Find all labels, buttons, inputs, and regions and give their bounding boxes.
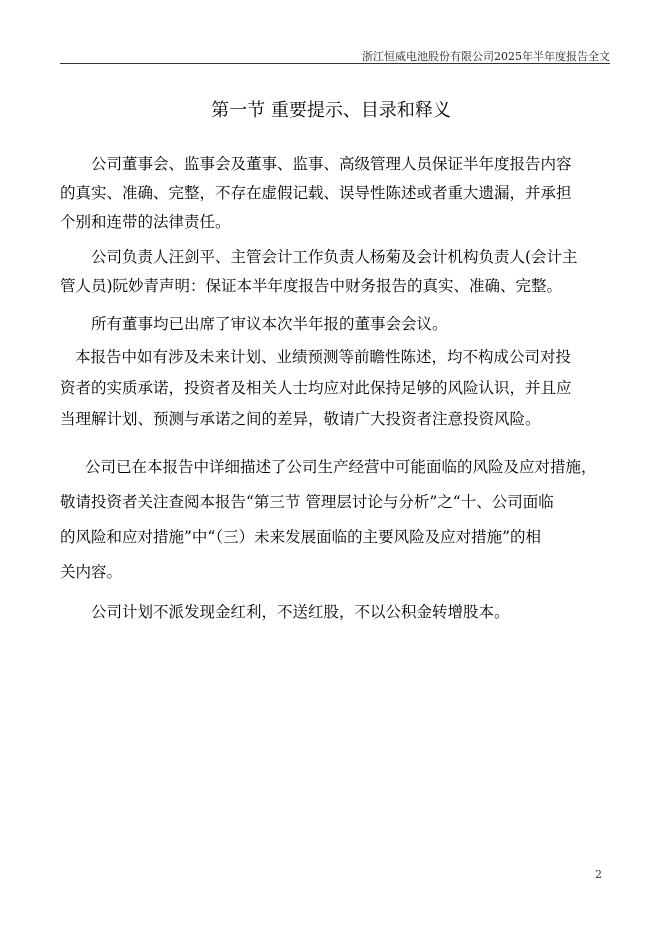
header-divider	[60, 63, 610, 64]
paragraph-line: 管人员)阮妙青声明：保证本半年度报告中财务报告的真实、准确、完整。	[60, 277, 563, 295]
paragraph-line: 本报告中如有涉及未来计划、业绩预测等前瞻性陈述，均不构成公司对投	[75, 348, 572, 366]
paragraph-line: 公司负责人汪剑平、主管会计工作负责人杨菊及会计机构负责人(会计主	[91, 248, 578, 266]
paragraph-line: 关内容。	[60, 563, 123, 581]
section-title: 第一节 重要提示、目录和释义	[211, 100, 451, 121]
page-header: 浙江恒威电池股份有限公司2025年半年度报告全文	[362, 50, 610, 63]
paragraph-line: 当理解计划、预测与承诺之间的差异，敬请广大投资者注意投资风险。	[60, 410, 541, 428]
paragraph-forward-looking	[60, 342, 572, 435]
paragraph-line: 个别和连带的法律责任。	[60, 213, 231, 231]
paragraph-dividend-plan	[60, 598, 510, 627]
paragraph-line: 的风险和应对措施”中“（三）未来发展面临的主要风险及应对措施”的相	[60, 528, 542, 546]
page-number: 2	[595, 868, 602, 881]
paragraph-line: 公司董事会、监事会及董事、监事、高级管理人员保证半年度报告内容	[91, 155, 572, 173]
paragraph-risk-description	[60, 450, 597, 590]
paragraph-line: 所有董事均已出席了审议本次半年报的董事会会议。	[91, 315, 448, 333]
paragraph-directors-attendance	[60, 310, 448, 339]
paragraph-line: 敬请投资者关注查阅本报告“第三节 管理层讨论与分析”之“十、公司面临	[60, 493, 554, 511]
paragraph-responsible-persons	[60, 243, 578, 301]
paragraph-line: 的真实、准确、完整，不存在虚假记载、误导性陈述或者重大遗漏，并承担	[60, 184, 572, 202]
paragraph-line: 公司计划不派发现金红利，不送红股，不以公积金转增股本。	[91, 603, 510, 621]
paragraph-line: 资者的实质承诺，投资者及相关人士均应对此保持足够的风险认识，并且应	[60, 379, 572, 397]
paragraph-board-guarantee	[60, 150, 572, 237]
paragraph-line: 公司已在本报告中详细描述了公司生产经营中可能面临的风险及应对措施，	[85, 458, 597, 476]
